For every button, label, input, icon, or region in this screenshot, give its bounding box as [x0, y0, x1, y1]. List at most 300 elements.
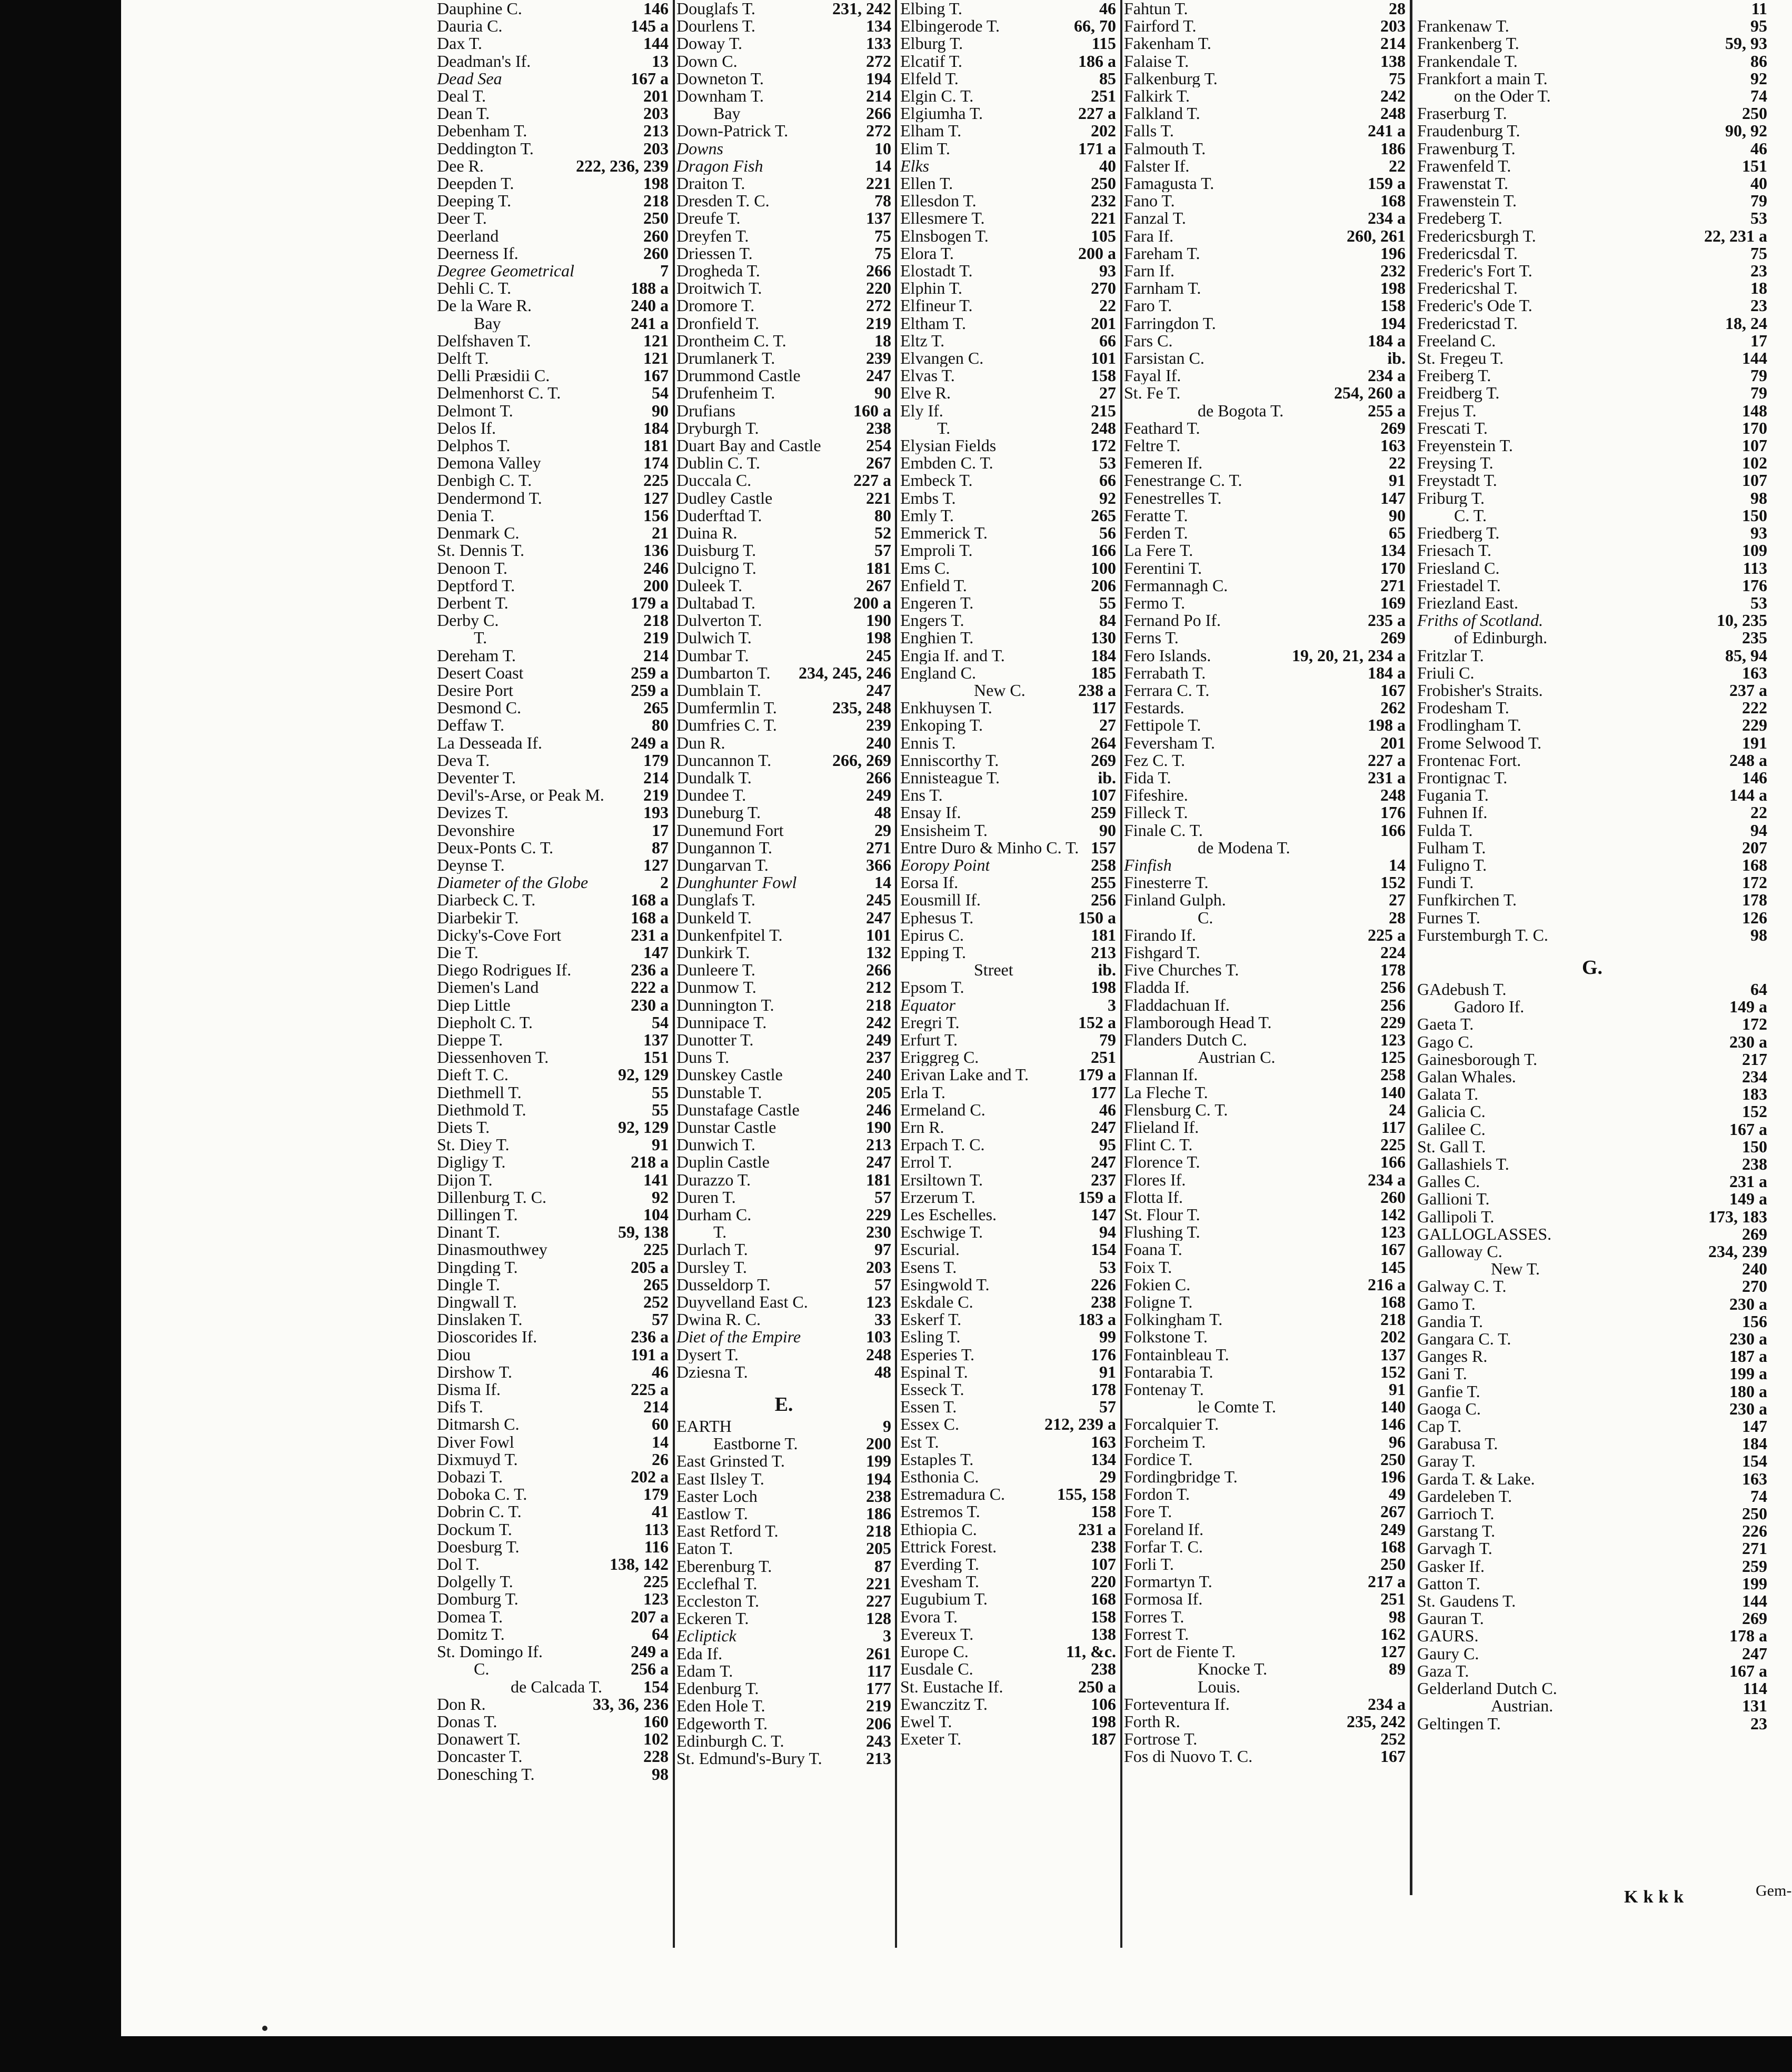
entry-page: 157: [1091, 838, 1116, 857]
entry-name: Erzerum T.: [900, 1188, 975, 1207]
entry-name: Eden Hole T.: [676, 1697, 765, 1715]
entry-page: 177: [866, 1679, 891, 1698]
entry-page: 234, 245, 246: [799, 663, 891, 682]
entry-page: 249: [1380, 1519, 1406, 1539]
entry-page: 134: [866, 16, 891, 36]
index-entry: [1124, 1136, 1406, 1153]
index-entry: [676, 699, 891, 716]
index-entry: [676, 997, 891, 1014]
entry-page: 251: [1091, 1048, 1116, 1067]
entry-page: 250: [1380, 1449, 1406, 1469]
index-entry: [1417, 245, 1767, 262]
entry-name: Frawenstat T.: [1417, 175, 1508, 193]
entry-page: 246: [866, 1100, 891, 1119]
entry-page: 173, 183: [1708, 1207, 1767, 1226]
entry-page: 249 a: [631, 733, 669, 752]
index-column-4: [1124, 0, 1406, 1958]
entry-name: le Comte T.: [1198, 1398, 1277, 1416]
entry-page: 121: [643, 331, 669, 350]
entry-page: 147: [1742, 1417, 1767, 1436]
index-entry: [1417, 1208, 1767, 1226]
entry-page: 201: [1380, 733, 1406, 752]
entry-page: 229: [1380, 1012, 1406, 1032]
catchword: Gem-: [1756, 1882, 1792, 1899]
index-entry: [1124, 1590, 1406, 1608]
entry-page: 238: [866, 1486, 891, 1506]
entry-name: on the Oder T.: [1454, 87, 1551, 105]
index-entry: [1124, 1223, 1406, 1241]
entry-page: 179 a: [631, 593, 669, 612]
index-entry: [676, 367, 891, 384]
index-entry: [1124, 804, 1406, 821]
entry-page: 198: [1091, 978, 1116, 997]
index-entry: [900, 612, 1116, 629]
entry-name: Falls T.: [1124, 122, 1174, 140]
entry-page: 167 a: [1729, 1661, 1767, 1680]
entry-name: Dunkenfpitel T.: [676, 926, 783, 944]
entry-name: Delli Præsidii C.: [437, 367, 550, 385]
entry-page: 78: [874, 191, 891, 211]
entry-page: 217 a: [1368, 1572, 1406, 1591]
entry-name: Dunnipace T.: [676, 1013, 767, 1031]
index-entry: [676, 1470, 891, 1488]
entry-page: 234 a: [1368, 208, 1406, 228]
index-entry: [437, 1189, 669, 1206]
entry-name: Dinant T.: [437, 1223, 500, 1241]
index-entry: [437, 122, 669, 140]
entry-page: 121: [643, 348, 669, 368]
entry-page: 187: [1091, 1729, 1116, 1749]
index-entry: [1124, 664, 1406, 682]
index-entry: [676, 944, 891, 961]
entry-name: EARTH: [676, 1418, 732, 1436]
index-entry: [676, 1119, 891, 1136]
entry-page: 184 a: [1368, 331, 1406, 350]
entry-page: 250: [1742, 1504, 1767, 1523]
entry-page: 46: [1099, 0, 1116, 18]
index-entry: [900, 647, 1116, 664]
index-entry: [1417, 1470, 1767, 1488]
index-entry: [437, 1311, 669, 1328]
entry-name: Finale C. T.: [1124, 821, 1203, 839]
entry-page: 227 a: [1078, 104, 1116, 123]
entry-name: Gainesborough T.: [1417, 1050, 1538, 1068]
entry-name: Dragon Fish: [676, 157, 763, 175]
entry-name: Fayal If.: [1124, 367, 1181, 385]
entry-page: 28: [1389, 0, 1406, 18]
index-entry: [900, 1241, 1116, 1258]
index-entry: [437, 17, 669, 35]
entry-page: 205: [866, 1082, 891, 1102]
entry-page: 220: [866, 278, 891, 298]
entry-name: Dromore T.: [676, 297, 755, 315]
entry-page: 228: [643, 1747, 669, 1766]
entry-page: 46: [652, 1362, 669, 1381]
entry-page: [1400, 839, 1406, 856]
entry-name: Finland Gulph.: [1124, 891, 1226, 909]
index-entry: [437, 1573, 669, 1590]
index-entry: [1417, 1190, 1767, 1208]
entry-page: 146: [643, 0, 669, 18]
index-entry: [676, 53, 891, 70]
entry-name: St. Edmund's-Bury T.: [676, 1749, 822, 1768]
index-entry: [676, 1697, 891, 1715]
entry-page: 213: [866, 1135, 891, 1154]
entry-page: 28: [1389, 908, 1406, 927]
entry-name: Gago C.: [1417, 1033, 1474, 1051]
index-entry: [676, 1293, 891, 1311]
entry-name: Fero Islands.: [1124, 646, 1211, 664]
index-entry: [1417, 105, 1767, 122]
index-entry: [1417, 1558, 1767, 1575]
entry-name: Funfkirchen T.: [1417, 891, 1517, 909]
index-entry: [900, 944, 1116, 961]
index-page: [121, 0, 1792, 2036]
entry-name: Flanders Dutch C.: [1124, 1031, 1247, 1049]
index-entry: [676, 927, 891, 944]
entry-page: 54: [652, 1012, 669, 1032]
entry-name: Frankenaw T.: [1417, 17, 1509, 35]
index-entry: [900, 140, 1116, 157]
index-entry: [1124, 1101, 1406, 1119]
index-entry: [1124, 1748, 1406, 1765]
entry-name: Fanzal T.: [1124, 210, 1186, 227]
entry-page: 137: [1380, 1344, 1406, 1364]
index-entry: [900, 1363, 1116, 1381]
entry-name: Dee R.: [437, 157, 484, 175]
index-entry: [1124, 17, 1406, 35]
index-entry: [1124, 734, 1406, 752]
index-entry: [900, 1259, 1116, 1276]
index-entry: [900, 35, 1116, 52]
index-entry: [1417, 1278, 1767, 1295]
entry-name: Denmark C.: [437, 524, 520, 542]
index-entry: [900, 122, 1116, 140]
index-entry: [1417, 594, 1767, 612]
entry-name: Diets T.: [437, 1119, 490, 1137]
entry-page: 91: [1099, 1362, 1116, 1381]
index-entry: [1124, 420, 1406, 437]
entry-page: 227 a: [1368, 750, 1406, 770]
entry-page: 190: [866, 1118, 891, 1137]
entry-name: Flensburg C. T.: [1124, 1101, 1228, 1119]
entry-name: Ensay If.: [900, 804, 961, 822]
index-entry: [676, 1328, 891, 1346]
entry-page: 262: [1380, 698, 1406, 718]
entry-name: Dillenburg T. C.: [437, 1188, 546, 1207]
entry-page: 251: [1091, 86, 1116, 106]
entry-page: 96: [1389, 1432, 1406, 1451]
entry-name: Gasker If.: [1417, 1557, 1485, 1575]
entry-name: Delfshaven T.: [437, 332, 531, 350]
index-entry: [676, 891, 891, 909]
index-entry: [900, 524, 1116, 542]
entry-page: 152: [1380, 1362, 1406, 1381]
entry-name: Ems C.: [900, 559, 950, 577]
entry-page: 238: [1091, 1659, 1116, 1679]
entry-page: 79: [1750, 383, 1767, 403]
entry-name: Folkstone T.: [1124, 1328, 1208, 1346]
index-entry: [1124, 542, 1406, 559]
index-entry: [437, 53, 669, 70]
index-entry: [900, 1276, 1116, 1293]
index-entry: [676, 647, 891, 664]
entry-page: 98: [1750, 925, 1767, 944]
entry-name: Estremadura C.: [900, 1486, 1005, 1503]
entry-page: 271: [1742, 1539, 1767, 1558]
index-entry: [1124, 1713, 1406, 1730]
index-entry: [1124, 87, 1406, 105]
index-entry: [437, 70, 669, 87]
entry-name: Est T.: [900, 1433, 939, 1451]
entry-name: St. Domingo If.: [437, 1643, 543, 1661]
entry-page: 48: [874, 1362, 891, 1381]
index-entry: [900, 1014, 1116, 1031]
entry-page: 160 a: [853, 401, 891, 420]
entry-name: Garabusa T.: [1417, 1435, 1498, 1453]
index-entry: [676, 140, 891, 157]
entry-page: 235 a: [1368, 611, 1406, 630]
entry-page: 218: [866, 1521, 891, 1541]
entry-name: Ferns T.: [1124, 629, 1179, 647]
entry-page: 239: [866, 715, 891, 735]
index-entry: [900, 472, 1116, 489]
entry-name: Essen T.: [900, 1398, 957, 1416]
index-entry: [1124, 1084, 1406, 1101]
index-entry: [1417, 1383, 1767, 1400]
entry-page: 269: [1091, 750, 1116, 770]
entry-page: 202: [1091, 121, 1116, 141]
index-entry: [900, 1678, 1116, 1696]
index-entry: [1124, 122, 1406, 140]
entry-page: 146: [1380, 1414, 1406, 1434]
index-entry: [900, 734, 1116, 752]
index-entry: [1417, 542, 1767, 559]
entry-page: 132: [866, 942, 891, 962]
index-entry: [1417, 437, 1767, 454]
entry-page: 240: [1742, 1259, 1767, 1279]
index-entry: [1124, 227, 1406, 245]
index-entry: [437, 315, 669, 332]
index-entry: [900, 454, 1116, 472]
entry-page: 230 a: [1729, 1329, 1767, 1349]
index-entry: [437, 262, 669, 280]
entry-page: 22, 231 a: [1704, 226, 1767, 245]
index-entry: [1124, 822, 1406, 839]
entry-name: Dumbarton T.: [676, 664, 771, 682]
signature-mark: Kkkk: [1624, 1887, 1689, 1907]
index-entry: [1417, 140, 1767, 157]
index-entry: [1124, 1189, 1406, 1206]
index-entry: [1417, 1033, 1767, 1051]
entry-page: 123: [866, 1292, 891, 1312]
entry-name: Engia If. and T.: [900, 646, 1005, 664]
index-entry: [900, 157, 1116, 175]
entry-name: Fermannagh C.: [1124, 576, 1228, 594]
entry-name: Falaise T.: [1124, 52, 1189, 70]
entry-page: 232: [1380, 261, 1406, 281]
entry-page: 144: [643, 34, 669, 53]
entry-name: Diameter of the Globe: [437, 874, 589, 892]
index-entry: [1417, 122, 1767, 140]
entry-name: Dumfermlin T.: [676, 699, 777, 717]
index-entry: [1124, 1521, 1406, 1538]
entry-page: 258: [1091, 855, 1116, 874]
index-entry: [676, 1592, 891, 1610]
entry-name: Fars C.: [1124, 332, 1173, 350]
entry-page: 163: [1742, 1469, 1767, 1488]
index-entry: [1417, 1260, 1767, 1278]
entry-name: Drontheim C. T.: [676, 332, 787, 350]
entry-page: 269: [1380, 418, 1406, 437]
index-entry: [676, 87, 891, 105]
entry-name: Desert Coast: [437, 664, 524, 682]
entry-name: Eousmill If.: [900, 891, 981, 909]
entry-name: Fordingbridge T.: [1124, 1468, 1238, 1486]
entry-name: Fladda If.: [1124, 979, 1190, 997]
entry-page: 134: [1380, 541, 1406, 560]
index-entry: [1417, 1418, 1767, 1435]
index-entry: [676, 594, 891, 612]
index-entry: [1124, 577, 1406, 594]
entry-name: Firando If.: [1124, 926, 1196, 944]
entry-page: 266: [866, 104, 891, 123]
entry-page: 198 a: [1368, 715, 1406, 735]
entry-name: Knocke T.: [1198, 1660, 1268, 1678]
entry-name: Downs: [676, 140, 723, 157]
entry-name: Fano T.: [1124, 192, 1175, 210]
entry-name: de Modena T.: [1198, 839, 1290, 856]
entry-name: Diver Fowl: [437, 1433, 514, 1451]
index-entry: [676, 1488, 891, 1505]
entry-name: Galway C. T.: [1417, 1278, 1507, 1296]
entry-page: 84: [1099, 611, 1116, 630]
index-entry: [437, 594, 669, 612]
entry-name: Fos di Nuovo T. C.: [1124, 1748, 1253, 1766]
index-entry: [676, 1732, 891, 1750]
entry-name: Gaoga C.: [1417, 1400, 1481, 1418]
entry-page: 150 a: [1078, 908, 1116, 927]
entry-name: Gatton T.: [1417, 1575, 1480, 1593]
index-entry: [676, 262, 891, 280]
entry-name: Flushing T.: [1124, 1223, 1200, 1241]
index-entry: [1124, 612, 1406, 629]
entry-name: Dingle T.: [437, 1276, 500, 1294]
entry-page: 256: [1380, 978, 1406, 997]
entry-name: Dumfries C. T.: [676, 716, 777, 734]
index-entry: [676, 1750, 891, 1767]
entry-name: St. Diey T.: [437, 1136, 510, 1154]
entry-name: Galicia C.: [1417, 1103, 1486, 1121]
index-entry: [676, 874, 891, 891]
index-entry: [1417, 262, 1767, 280]
index-entry: [900, 1451, 1116, 1468]
entry-page: 11: [1751, 0, 1767, 18]
entry-name: Finfish: [1124, 856, 1172, 874]
index-entry: [1417, 612, 1767, 629]
index-entry: [1417, 1313, 1767, 1330]
index-entry: [1124, 997, 1406, 1014]
index-entry: [1417, 1488, 1767, 1505]
entry-page: 174: [643, 453, 669, 473]
entry-page: 198: [643, 174, 669, 193]
index-entry: [1124, 1608, 1406, 1626]
index-entry: [676, 682, 891, 699]
index-entry: [1417, 822, 1767, 839]
entry-name: Ferrara C. T.: [1124, 681, 1210, 700]
index-entry: [437, 1276, 669, 1293]
entry-name: Faro T.: [1124, 297, 1172, 315]
index-entry: [1417, 1051, 1767, 1068]
entry-name: Dunotter T.: [676, 1031, 754, 1049]
entry-name: Flieland If.: [1124, 1119, 1199, 1137]
column-rule: [895, 0, 897, 1948]
entry-name: Elfeld T.: [900, 69, 959, 88]
entry-name: Diepholt C. T.: [437, 1013, 533, 1031]
entry-page: 152: [1742, 1102, 1767, 1121]
entry-name: Garstang T.: [1417, 1522, 1496, 1540]
entry-name: Dinasmouthwey: [437, 1241, 547, 1259]
entry-name: Feltre T.: [1124, 437, 1181, 455]
entry-name: Duren T.: [676, 1188, 736, 1207]
index-entry: [900, 1573, 1116, 1590]
entry-page: 196: [1380, 1467, 1406, 1487]
index-entry: [1124, 1328, 1406, 1346]
entry-name: Desire Port: [437, 681, 513, 700]
entry-page: 168: [1380, 1537, 1406, 1556]
entry-name: La Desseada If.: [437, 734, 542, 752]
index-entry: [676, 1049, 891, 1066]
index-entry: [900, 1101, 1116, 1119]
entry-page: 171 a: [1078, 138, 1116, 158]
index-entry: [437, 1084, 669, 1101]
index-entry: [900, 367, 1116, 384]
entry-name: Ewanczitz T.: [900, 1695, 988, 1713]
index-entry: [437, 1328, 669, 1346]
entry-name: Elgiumha T.: [900, 105, 983, 123]
entry-name: Eastlow T.: [676, 1505, 748, 1523]
entry-page: 85, 94: [1725, 645, 1767, 665]
entry-name: Derby C.: [437, 612, 499, 630]
index-entry: [900, 1590, 1116, 1608]
entry-page: 240: [866, 733, 891, 752]
entry-name: Dunglafs T.: [676, 891, 755, 909]
index-entry: [900, 297, 1116, 314]
entry-name: Ely If.: [900, 402, 943, 420]
entry-name: Gelderland Dutch C.: [1417, 1680, 1557, 1698]
index-entry: [900, 752, 1116, 769]
entry-name: Dumbar T.: [676, 646, 749, 664]
entry-name: Durlach T.: [676, 1241, 748, 1259]
entry-page: 179: [643, 1485, 669, 1504]
entry-page: 98: [1750, 488, 1767, 507]
entry-name: Gaeta T.: [1417, 1015, 1474, 1033]
index-entry: [437, 1590, 669, 1608]
entry-page: 66: [1099, 471, 1116, 490]
entry-page: 90: [874, 383, 891, 403]
entry-page: 219: [866, 313, 891, 333]
entry-name: Dun R.: [676, 734, 725, 752]
entry-name: East Grinsted T.: [676, 1452, 785, 1470]
index-entry: [676, 1101, 891, 1119]
entry-page: 214: [1380, 34, 1406, 53]
entry-name: Dolgelly T.: [437, 1573, 513, 1591]
index-entry: [900, 542, 1116, 559]
entry-name: Gallioni T.: [1417, 1190, 1490, 1208]
entry-name: Don R.: [437, 1695, 486, 1713]
column-rule: [1120, 0, 1122, 1948]
index-entry: [437, 402, 669, 420]
